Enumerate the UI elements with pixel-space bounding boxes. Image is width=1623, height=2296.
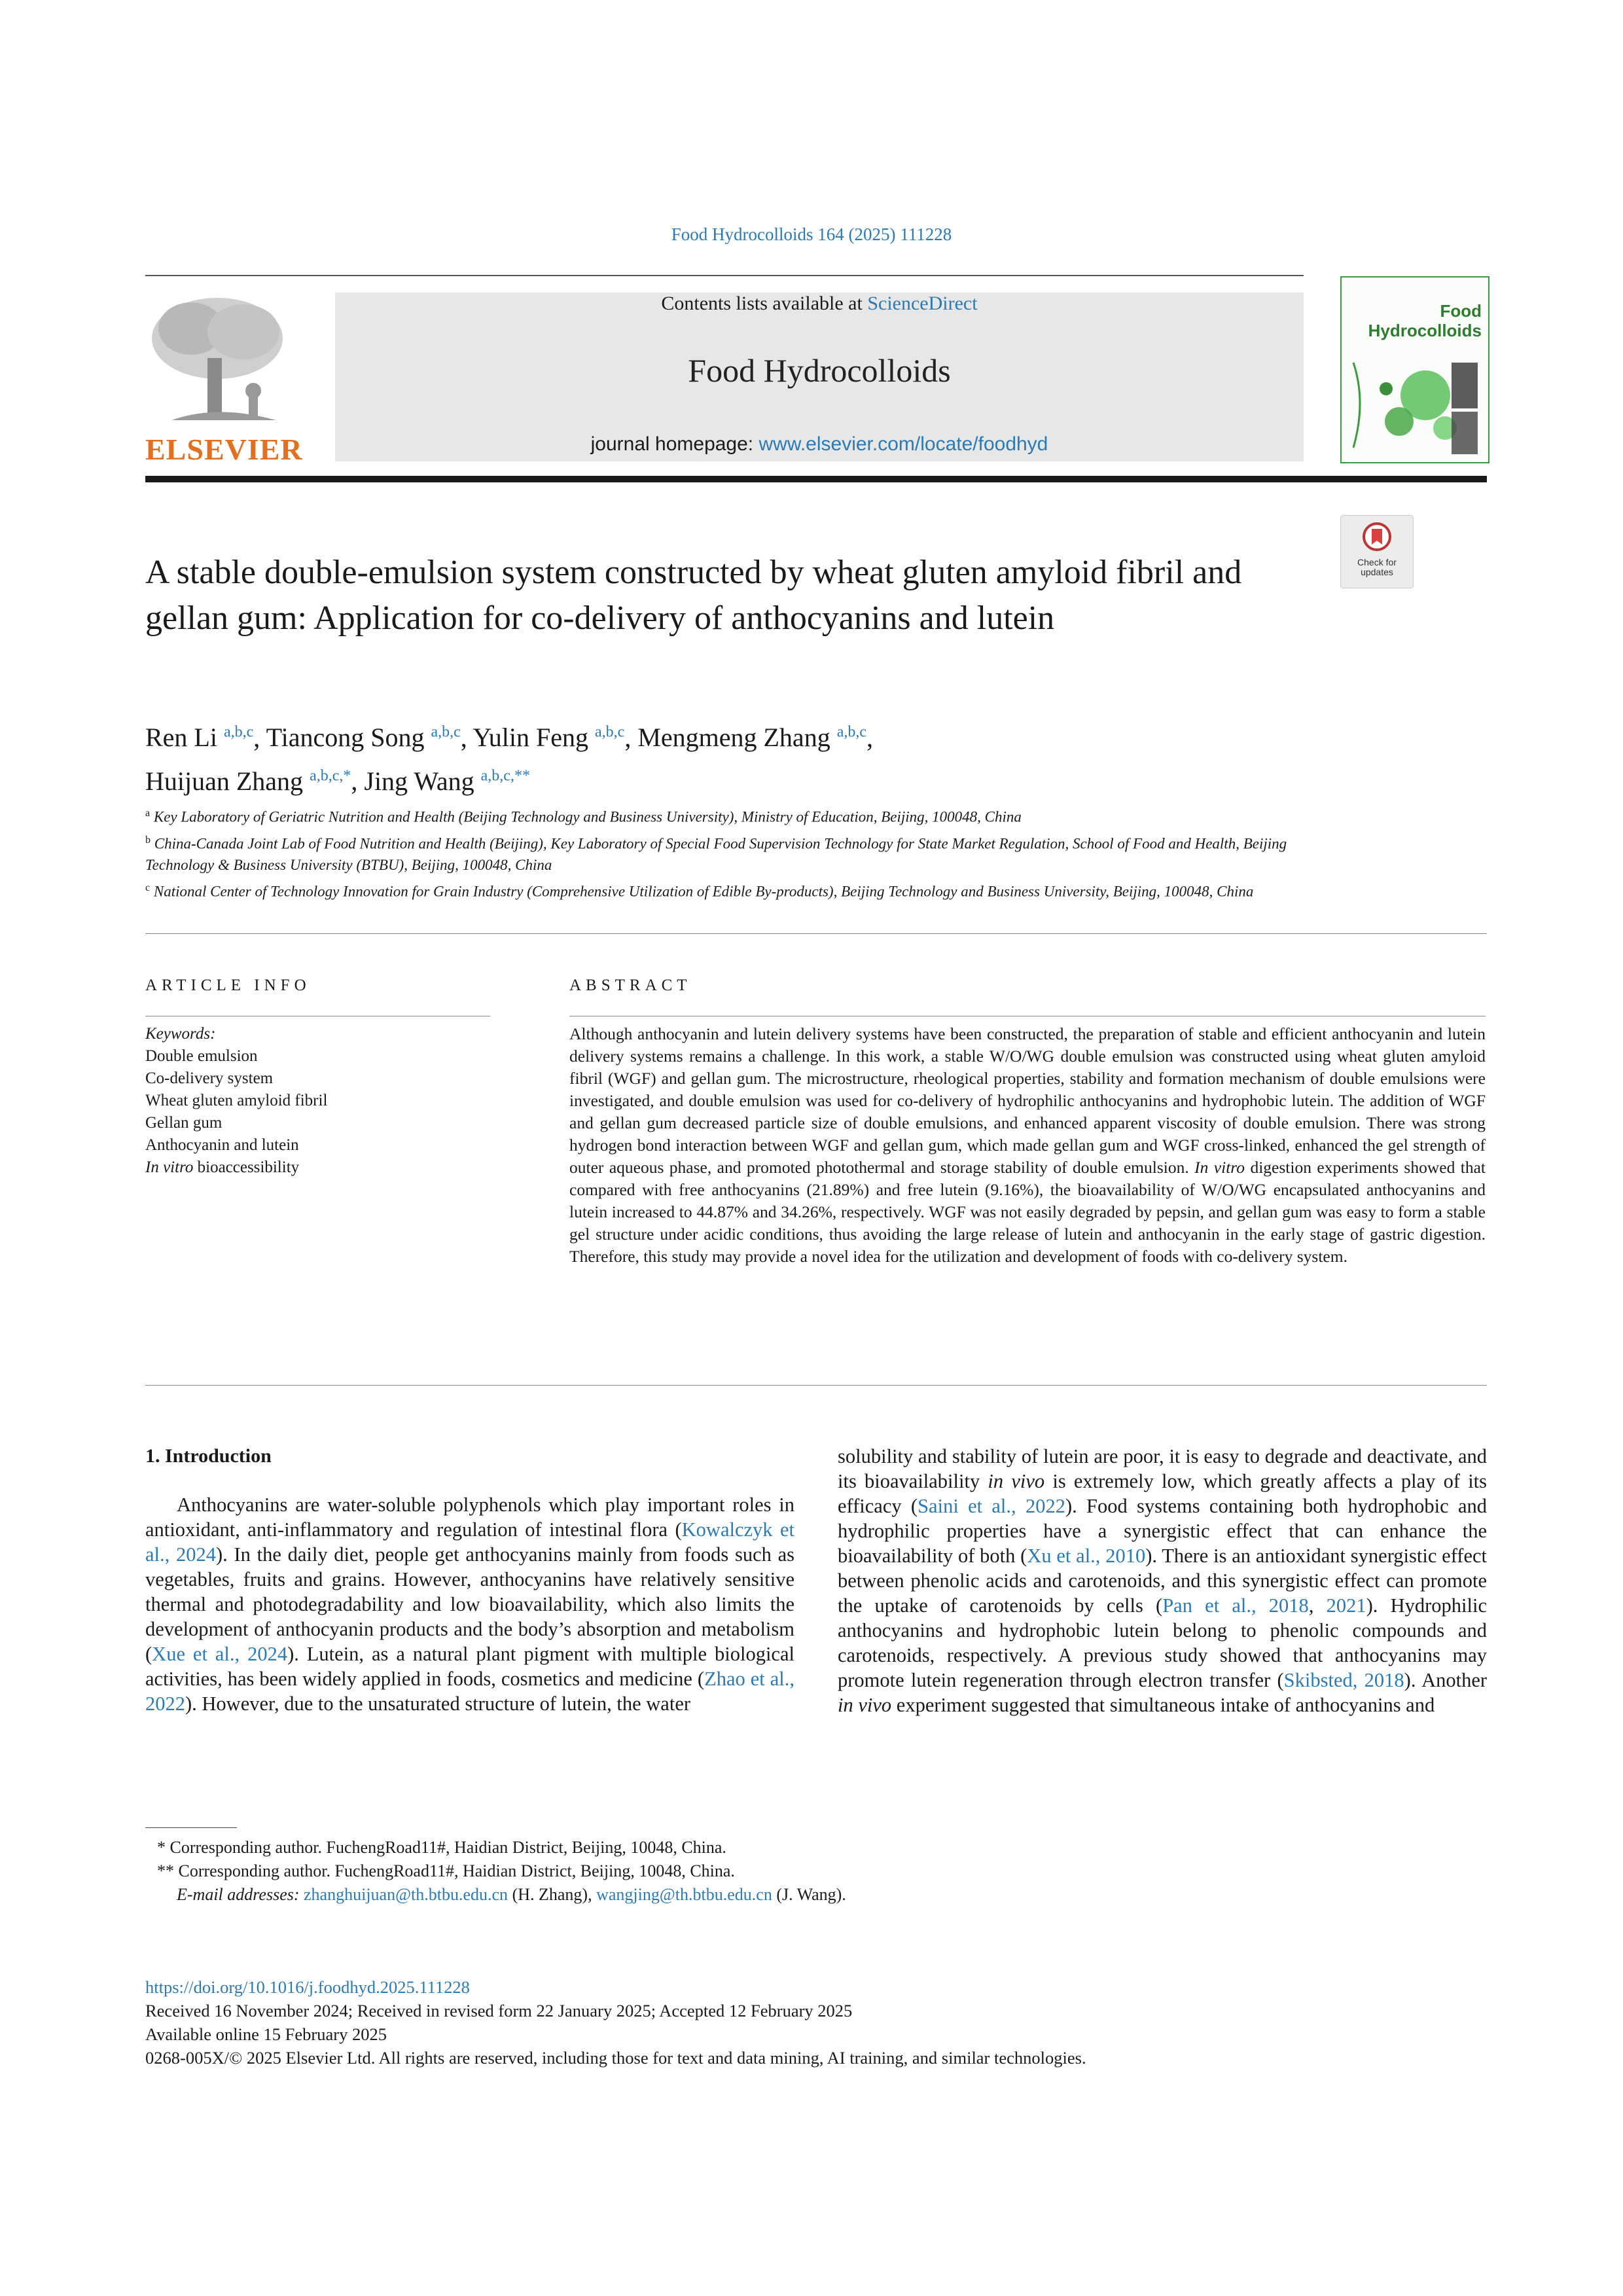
received-dates: Received 16 November 2024; Received in revised form 22 January 2025; Accepted 12 February 2025	[145, 2001, 853, 2020]
section-heading: 1. Introduction	[145, 1445, 272, 1467]
keyword: Double emulsion	[145, 1047, 258, 1065]
doi-link[interactable]: https://doi.org/10.1016/j.foodhyd.2025.111228	[145, 1977, 470, 1997]
keyword: Wheat gluten amyloid fibril	[145, 1092, 328, 1109]
copyright: 0268-005X/© 2025 Elsevier Ltd. All rights are reserved, including those for text and data mining, AI training, and similar technologies.	[145, 2048, 1086, 2068]
citation-link[interactable]: Pan et al., 2018	[1162, 1594, 1309, 1617]
intro-column-right	[838, 1444, 1487, 1717]
check-for-updates-label: Check for updates	[1357, 557, 1397, 577]
affiliation: $^a$ Key Laboratory of Geriatric Nutrition and Health (Beijing Technology and Business University), Ministry of Education, Beijing, 100048, China	[145, 808, 1022, 825]
email-footnote: E-mail addresses: zhanghuijuan@th.btbu.edu.cn (H. Zhang), wangjing@th.btbu.edu.cn (J. Wang).	[177, 1885, 846, 1904]
contents-line: Contents lists available at ScienceDirect	[661, 293, 978, 314]
header-rule	[145, 275, 1304, 276]
citation-link[interactable]: 2021	[1326, 1594, 1366, 1617]
email-link[interactable]: wangjing@th.btbu.edu.cn	[596, 1885, 772, 1904]
author[interactable]: Mengmeng Zhang $^{a,b,c}$	[637, 723, 866, 753]
author[interactable]: Jing Wang $^{a,b,c,**}$	[364, 766, 530, 796]
keyword: Gellan gum	[145, 1114, 223, 1132]
publication-info	[145, 1975, 1487, 2070]
journal-masthead	[335, 293, 1304, 461]
homepage-line: journal homepage: www.elsevier.com/locate/foodhyd	[590, 433, 1048, 455]
keyword: Co-delivery system	[145, 1069, 274, 1087]
affiliation: $^b$ China-Canada Joint Lab of Food Nutrition and Health (Beijing), Key Laboratory of Special Food Supervision Technology for State Market Regulation, School of Food and Health, Beijing Technology & Business University (BTBU), Beijing, 100048, China	[145, 834, 1287, 874]
cover-title: Food Hydrocolloids	[1368, 301, 1482, 340]
citation-link[interactable]: Xue et al., 2024	[152, 1643, 288, 1665]
online-date: Available online 15 February 2025	[145, 2024, 387, 2044]
author-list: Ren Li $^{a,b,c}$, Tiancong Song $^{a,b,c}$, Yulin Feng $^{a,b,c}$, Mengmeng Zhang $^{a,b,c}$, Huijuan Zhang $^{a,b,c,*}$, Jing Wang $^{a,b,c,**}$	[145, 723, 873, 796]
affiliations	[145, 802, 1297, 904]
bookmark-icon	[1363, 522, 1391, 555]
keywords-label: Keywords:	[145, 1025, 216, 1043]
citation-link[interactable]: Zhao et al., 2022	[145, 1668, 794, 1715]
journal-reference[interactable]: Food Hydrocolloids 164 (2025) 111228	[671, 224, 952, 244]
abstract-text: Although anthocyanin and lutein delivery systems have been constructed, the preparation of stable and efficient anthocyanin and lutein delivery systems remains a challenge. In this work, a stable W/O/WG double emulsion was constructed using wheat gluten amyloid fibril (WGF) and gellan gum. The microstructure, rheological properties, stability and formation mechanism of double emulsions were investigated, and double emulsion was used for co-delivery of hydrophilic anthocyanins and hydrophobic lutein. The addition of WGF and gellan gum decreased particle size of double emulsions, and enhanced apparent viscosity of double emulsion. There was strong hydrogen bond interaction between WGF and gellan gum, which made gellan gum and WGF cross-linked, enhanced the gel strength of outer aqueous phase, and promoted photothermal and storage stability of double emulsion. In vitro digestion experiments showed that compared with free anthocyanins (21.89%) and free lutein (9.16%), the bioavailability of W/O/WG encapsulated anthocyanins and lutein increased to 44.87% and 34.26%, respectively. WGF was not easily degraded by pepsin, and gellan gum was easy to form a stable gel structure under acidic conditions, thus avoiding the large release of lutein and anthocyanin in the early stage of gastric digestion. Therefore, this study may provide a novel idea for the utilization and development of foods with co-delivery system.	[569, 1024, 1486, 1266]
cover-illustration	[1347, 350, 1481, 457]
citation-link[interactable]: Saini et al., 2022	[918, 1495, 1065, 1517]
journal-title: Food Hydrocolloids	[688, 352, 951, 389]
footnotes	[145, 1836, 1487, 1907]
paragraph: Anthocyanins are water-soluble polyphenols which play important roles in antioxidant, anti-inflammatory and regulation of intestinal flora (Kowalczyk et al., 2024). In the daily diet, people get anthocyanins mainly from foods such as vegetables, fruits and grains. However, anthocyanins have relatively sensitive thermal and photodegradability and low bioavailability, which also limits the development of anthocyanin products and the body’s absorption and metabolism (Xue et al., 2024). Lutein, as a natural plant pigment with multiple biological activities, has been widely applied in foods, cosmetics and medicine (Zhao et al., 2022). However, due to the unsaturated structure of lutein, the water	[145, 1494, 795, 1715]
keywords-block	[145, 1023, 490, 1179]
check-for-updates-badge[interactable]	[1340, 515, 1414, 588]
email-link[interactable]: zhanghuijuan@th.btbu.edu.cn	[304, 1885, 508, 1904]
footnote: ** Corresponding author. FuchengRoad11#, Haidian District, Beijing, 10048, China.	[157, 1861, 735, 1880]
author[interactable]: Ren Li $^{a,b,c}$	[145, 723, 254, 753]
author[interactable]: Yulin Feng $^{a,b,c}$	[473, 723, 625, 753]
abstract-heading: ABSTRACT	[569, 977, 692, 994]
homepage-link[interactable]: www.elsevier.com/locate/foodhyd	[758, 433, 1048, 455]
paragraph: solubility and stability of lutein are poor, it is easy to degrade and deactivate, and its bioavailability in vivo is extremely low, which greatly affects a play of its efficacy (Saini et al., 2022). Food systems containing both hydrophobic and hydrophilic properties have a synergistic effect that can enhance the bioavailability of both (Xu et al., 2010). There is an antioxidant synergistic effect between phenolic acids and carotenoids, and this synergistic effect can promote the uptake of carotenoids by cells (Pan et al., 2018, 2021). Hydrophilic anthocyanins and hydrophobic lutein belong to phenolic compounds and carotenoids, respectively. A previous study showed that anthocyanins may promote lutein regeneration through electron transfer (Skibsted, 2018). Another in vivo experiment suggested that simultaneous intake of anthocyanins and	[838, 1445, 1488, 1716]
article-info-heading: ARTICLE INFO	[145, 977, 311, 994]
sciencedirect-link[interactable]: ScienceDirect	[867, 293, 978, 314]
citation-link[interactable]: Skibsted, 2018	[1283, 1669, 1404, 1691]
journal-cover[interactable]	[1340, 276, 1489, 463]
section-divider	[145, 1385, 1487, 1386]
footnote-rule	[145, 1827, 237, 1828]
citation-link[interactable]: Kowalczyk et al., 2024	[145, 1518, 795, 1566]
footnote: * Corresponding author. FuchengRoad11#, Haidian District, Beijing, 10048, China.	[157, 1838, 726, 1857]
intro-column-left	[145, 1444, 794, 1716]
publisher-name: ELSEVIER	[145, 433, 303, 466]
header-thick-rule	[145, 476, 1487, 482]
citation-link[interactable]: Xu et al., 2010	[1027, 1545, 1146, 1567]
keyword: In vitro bioaccessibility	[145, 1158, 300, 1176]
article-title: A stable double-emulsion system constructed by wheat gluten amyloid fibril and gellan gum: Application for co-delivery of anthocyanins and lutein	[145, 554, 1242, 637]
keyword: Anthocyanin and lutein	[145, 1136, 299, 1154]
author[interactable]: Huijuan Zhang $^{a,b,c,*}$	[145, 766, 351, 796]
section-divider	[145, 933, 1487, 934]
affiliation: $^c$ National Center of Technology Innovation for Grain Industry (Comprehensive Utilization of Edible By-products), Beijing Technology and Business University, Beijing, 100048, China	[145, 882, 1254, 900]
author[interactable]: Tiancong Song $^{a,b,c}$	[266, 723, 461, 753]
